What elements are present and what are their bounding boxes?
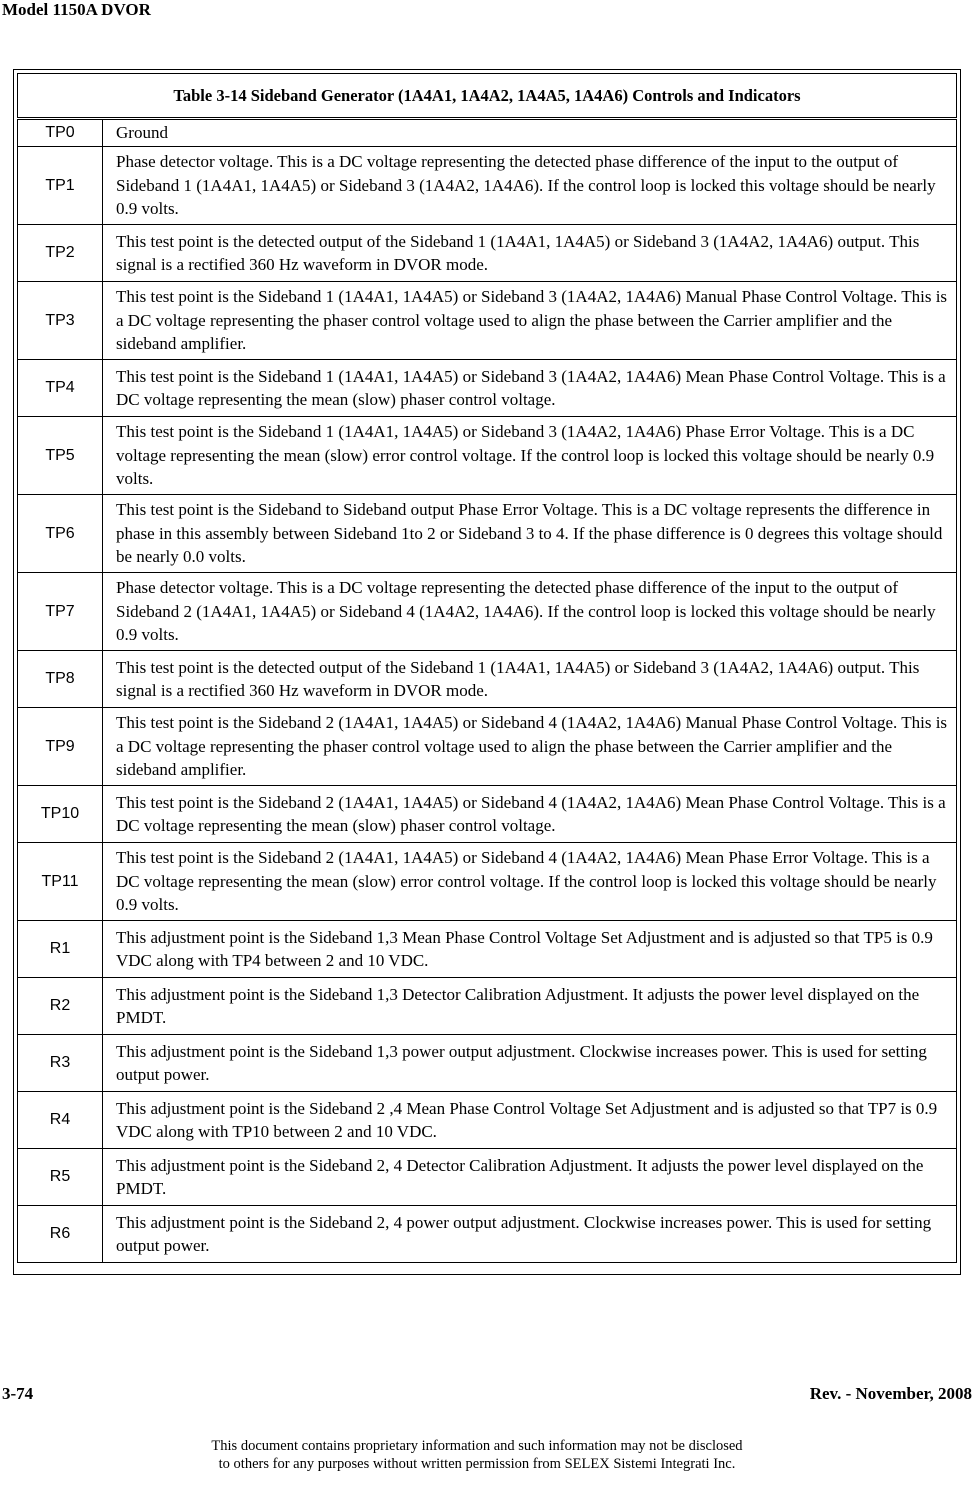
table-row — [18, 921, 957, 978]
proprietary-notice — [0, 1437, 954, 1473]
row-description: This test point is the Sideband to Sideband output Phase Error Voltage. This is a DC voltage represents the difference in phase in this assembly between Sideband 1to 2 or Sideband 3 to 4. If the phase difference is 0 degrees this voltage should be nearly 0.0 volts. — [103, 495, 957, 573]
row-description: This adjustment point is the Sideband 1,3 power output adjustment. Clockwise increases power. This is used for setting output power. — [103, 1035, 957, 1092]
row-code: R4 — [18, 1092, 103, 1149]
table-row — [18, 708, 957, 786]
row-code: TP11 — [18, 843, 103, 921]
row-description: This adjustment point is the Sideband 2 ,4 Mean Phase Control Voltage Set Adjustment and is adjusted so that TP7 is 0.9 VDC along with TP10 between 2 and 10 VDC. — [103, 1092, 957, 1149]
row-code: R6 — [18, 1206, 103, 1263]
row-code: R1 — [18, 921, 103, 978]
row-code: TP6 — [18, 495, 103, 573]
row-code: R3 — [18, 1035, 103, 1092]
notice-line-1: This document contains proprietary information and such information may not be disclosed — [211, 1438, 743, 1454]
notice-line-2: to others for any purposes without written permission from SELEX Sistemi Integrati Inc. — [218, 1456, 736, 1472]
row-description: Ground — [103, 119, 957, 147]
row-description: This test point is the detected output of the Sideband 1 (1A4A1, 1A4A5) or Sideband 3 (1A4A2, 1A4A6) output. This signal is a rectified 360 Hz waveform in DVOR mode. — [103, 651, 957, 708]
row-description: This adjustment point is the Sideband 1,3 Detector Calibration Adjustment. It adjusts the power level displayed on the PMDT. — [103, 978, 957, 1035]
table-row — [18, 978, 957, 1035]
row-code: TP3 — [18, 282, 103, 360]
row-description: This test point is the detected output of the Sideband 1 (1A4A1, 1A4A5) or Sideband 3 (1A4A2, 1A4A6) output. This signal is a rectified 360 Hz waveform in DVOR mode. — [103, 225, 957, 282]
row-code: TP10 — [18, 786, 103, 843]
table-row — [18, 1092, 957, 1149]
table-row — [18, 1206, 957, 1263]
table-row — [18, 573, 957, 651]
table-row — [18, 282, 957, 360]
row-description: This test point is the Sideband 2 (1A4A1, 1A4A5) or Sideband 4 (1A4A2, 1A4A6) Manual Phase Control Voltage. This is a DC voltage representing the phaser control voltage used to align the phase between the Carrier amplifier and the sideband amplifier. — [103, 708, 957, 786]
row-code: R5 — [18, 1149, 103, 1206]
page-number: 3-74 — [2, 1384, 34, 1403]
row-code: R2 — [18, 978, 103, 1035]
row-description: This test point is the Sideband 2 (1A4A1, 1A4A5) or Sideband 4 (1A4A2, 1A4A6) Mean Phase Error Voltage. This is a DC voltage representing the mean (slow) error control voltage. If the control loop is locked this voltage should be nearly 0.9 volts. — [103, 843, 957, 921]
revision-date: Rev. - November, 2008 — [809, 1384, 972, 1403]
row-description: Phase detector voltage. This is a DC voltage representing the detected phase difference of the input to the output of Sideband 2 (1A4A1, 1A4A5) or Sideband 4 (1A4A2, 1A4A6). If the control loop is locked this voltage should be nearly 0.9 volts. — [103, 573, 957, 651]
row-description: Phase detector voltage. This is a DC voltage representing the detected phase difference of the input to the output of Sideband 1 (1A4A1, 1A4A5) or Sideband 3 (1A4A2, 1A4A6). If the control loop is locked this voltage should be nearly 0.9 volts. — [103, 147, 957, 225]
table-title-row — [18, 74, 957, 119]
document-header: Model 1150A DVOR — [2, 0, 151, 19]
row-code: TP2 — [18, 225, 103, 282]
table-row — [18, 786, 957, 843]
row-description: This test point is the Sideband 1 (1A4A1, 1A4A5) or Sideband 3 (1A4A2, 1A4A6) Manual Phase Control Voltage. This is a DC voltage representing the phaser control voltage used to align the phase between the Carrier amplifier and the sideband amplifier. — [103, 282, 957, 360]
table-row — [18, 147, 957, 225]
table-row — [18, 495, 957, 573]
row-description: This adjustment point is the Sideband 1,3 Mean Phase Control Voltage Set Adjustment and is adjusted so that TP5 is 0.9 VDC along with TP4 between 2 and 10 VDC. — [103, 921, 957, 978]
table-row — [18, 225, 957, 282]
row-description: This test point is the Sideband 1 (1A4A1, 1A4A5) or Sideband 3 (1A4A2, 1A4A6) Mean Phase Control Voltage. This is a DC voltage representing the mean (slow) phaser control voltage. — [103, 360, 957, 417]
table-row — [18, 360, 957, 417]
row-code: TP7 — [18, 573, 103, 651]
row-code: TP9 — [18, 708, 103, 786]
row-code: TP1 — [18, 147, 103, 225]
table-row — [18, 119, 957, 147]
table-title: Table 3-14 Sideband Generator (1A4A1, 1A4A2, 1A4A5, 1A4A6) Controls and Indicators — [18, 74, 957, 119]
table-row — [18, 1035, 957, 1092]
table-row — [18, 651, 957, 708]
table-row — [18, 843, 957, 921]
row-code: TP0 — [18, 119, 103, 147]
controls-indicators-table — [17, 73, 957, 1263]
row-description: This adjustment point is the Sideband 2, 4 Detector Calibration Adjustment. It adjusts the power level displayed on the PMDT. — [103, 1149, 957, 1206]
table-row — [18, 417, 957, 495]
table-row — [18, 1149, 957, 1206]
row-code: TP4 — [18, 360, 103, 417]
row-description: This test point is the Sideband 1 (1A4A1, 1A4A5) or Sideband 3 (1A4A2, 1A4A6) Phase Error Voltage. This is a DC voltage representing the mean (slow) error control voltage. If the control loop is locked this voltage should be nearly 0.9 volts. — [103, 417, 957, 495]
row-description: This adjustment point is the Sideband 2, 4 power output adjustment. Clockwise increases power. This is used for setting output power. — [103, 1206, 957, 1263]
row-description: This test point is the Sideband 2 (1A4A1, 1A4A5) or Sideband 4 (1A4A2, 1A4A6) Mean Phase Control Voltage. This is a DC voltage representing the mean (slow) phaser control voltage. — [103, 786, 957, 843]
row-code: TP5 — [18, 417, 103, 495]
row-code: TP8 — [18, 651, 103, 708]
